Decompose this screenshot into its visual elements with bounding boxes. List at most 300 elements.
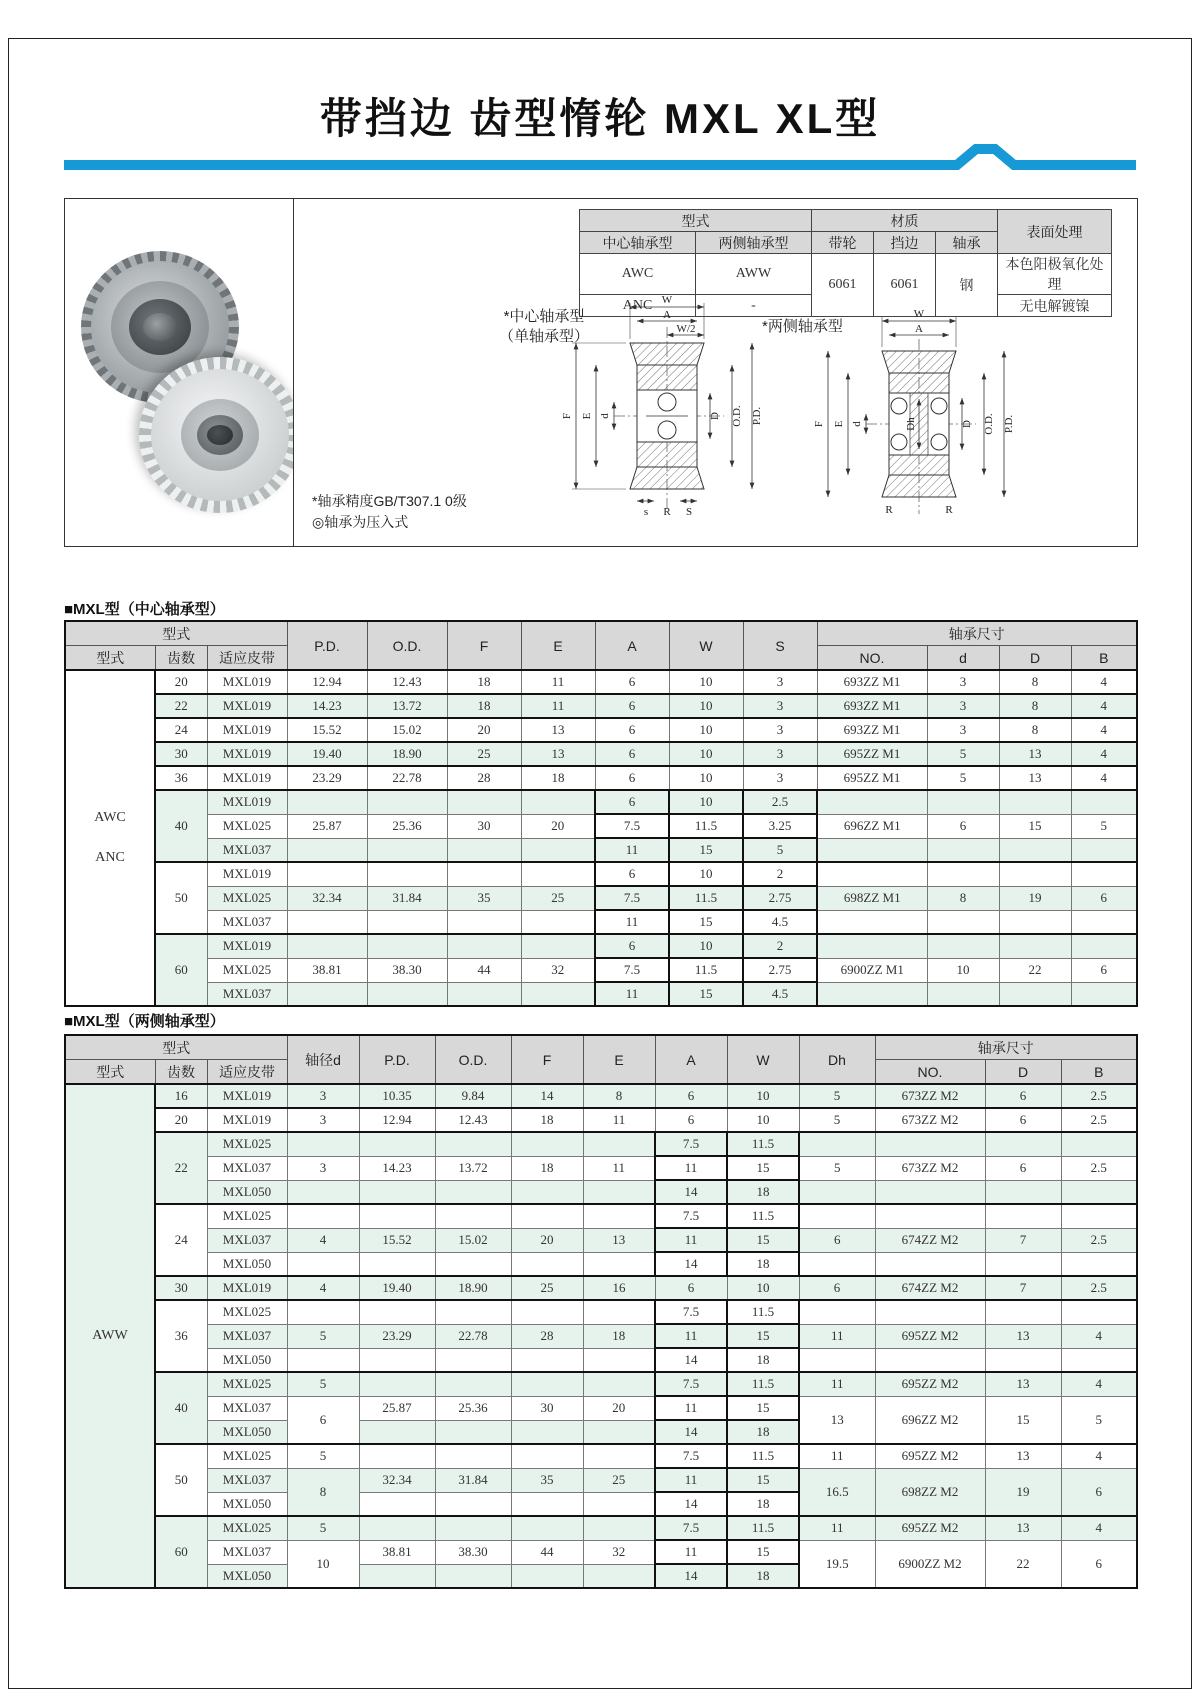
table-row bbox=[65, 838, 1137, 862]
table-cell bbox=[367, 982, 447, 1006]
model-type-cell: AWW bbox=[65, 1084, 155, 1588]
table-cell: 11 bbox=[595, 838, 669, 862]
table-cell: 3 bbox=[287, 1108, 359, 1132]
col-header-no: NO. bbox=[817, 646, 927, 671]
col-header-type-group: 型式 bbox=[65, 1035, 287, 1060]
table-cell: 3 bbox=[743, 718, 817, 742]
table-cell bbox=[583, 1444, 655, 1468]
table-cell: 23.29 bbox=[287, 766, 367, 790]
table-row bbox=[65, 1204, 1137, 1228]
table-cell: 38.81 bbox=[359, 1540, 435, 1564]
dim-r1-label: R bbox=[885, 504, 893, 516]
table-cell bbox=[287, 1204, 359, 1228]
teeth-count-cell: 60 bbox=[155, 1516, 207, 1588]
table-cell bbox=[1061, 1132, 1137, 1156]
product-photo bbox=[65, 199, 294, 546]
table-cell bbox=[359, 1444, 435, 1468]
table-cell bbox=[287, 1180, 359, 1204]
table-cell bbox=[927, 934, 999, 958]
table-cell: 6 bbox=[655, 1276, 727, 1300]
table-cell: 4.5 bbox=[743, 910, 817, 934]
table-row bbox=[65, 1300, 1137, 1324]
col-header-dh: Dh bbox=[799, 1035, 875, 1084]
teeth-count-cell: 40 bbox=[155, 1372, 207, 1444]
table-cell bbox=[367, 934, 447, 958]
table-cell: 19 bbox=[999, 886, 1071, 910]
table-cell: 5 bbox=[287, 1444, 359, 1468]
col-header-teeth: 齿数 bbox=[155, 1060, 207, 1085]
table-cell bbox=[875, 1300, 985, 1324]
table-cell: 7.5 bbox=[595, 886, 669, 910]
table-cell: 13 bbox=[985, 1372, 1061, 1396]
table-row bbox=[65, 1444, 1137, 1468]
table-cell: 8 bbox=[999, 694, 1071, 718]
table-cell bbox=[435, 1132, 511, 1156]
table-cell bbox=[435, 1348, 511, 1372]
teeth-count-cell: 50 bbox=[155, 1444, 207, 1516]
belt-code-cell: MXL025 bbox=[207, 886, 287, 910]
spec-value: AWC bbox=[580, 254, 696, 295]
table-cell: 693ZZ M1 bbox=[817, 718, 927, 742]
table-cell bbox=[799, 1348, 875, 1372]
drawing-label-center-bearing: *中心轴承型 （单轴承型） bbox=[499, 308, 590, 346]
table-cell: 16 bbox=[583, 1276, 655, 1300]
table-row bbox=[65, 718, 1137, 742]
center-bearing-table bbox=[64, 620, 1138, 1007]
table-cell bbox=[435, 1204, 511, 1228]
table-cell bbox=[799, 1204, 875, 1228]
table-cell bbox=[583, 1180, 655, 1204]
table-cell: 11 bbox=[655, 1540, 727, 1564]
table-cell: 23.29 bbox=[359, 1324, 435, 1348]
table-cell bbox=[583, 1420, 655, 1444]
table-cell: 10.35 bbox=[359, 1084, 435, 1108]
table-row bbox=[65, 1180, 1137, 1204]
table-cell: 32 bbox=[521, 958, 595, 982]
table-cell bbox=[521, 790, 595, 814]
belt-code-cell: MXL050 bbox=[207, 1420, 287, 1444]
table-row bbox=[65, 1132, 1137, 1156]
table-cell: 6 bbox=[985, 1108, 1061, 1132]
table-cell bbox=[521, 982, 595, 1006]
table-cell bbox=[359, 1132, 435, 1156]
table-cell: 4 bbox=[1061, 1444, 1137, 1468]
table-cell: 14 bbox=[511, 1084, 583, 1108]
col-header-b: B bbox=[1071, 646, 1137, 671]
accent-divider bbox=[64, 140, 1136, 172]
table-cell: 3 bbox=[927, 694, 999, 718]
table-cell bbox=[583, 1132, 655, 1156]
table-cell: 11.5 bbox=[727, 1444, 799, 1468]
table-cell bbox=[287, 838, 367, 862]
dim-w-label: W bbox=[661, 294, 673, 306]
table-cell: 673ZZ M2 bbox=[875, 1108, 985, 1132]
table-cell: 18 bbox=[583, 1324, 655, 1348]
table-cell: 5 bbox=[287, 1516, 359, 1540]
table-cell: 10 bbox=[927, 958, 999, 982]
table-cell: 2 bbox=[743, 934, 817, 958]
table-cell: 18 bbox=[727, 1348, 799, 1372]
dim-a-label: A bbox=[915, 323, 923, 335]
table-cell bbox=[521, 862, 595, 886]
teeth-count-cell: 30 bbox=[155, 742, 207, 766]
col-header-pd: P.D. bbox=[287, 621, 367, 670]
table-cell: 8 bbox=[999, 670, 1071, 694]
table-cell: 8 bbox=[287, 1468, 359, 1516]
table-cell: 674ZZ M2 bbox=[875, 1228, 985, 1252]
table-cell: 18 bbox=[727, 1420, 799, 1444]
table-cell bbox=[999, 790, 1071, 814]
table-cell bbox=[435, 1444, 511, 1468]
table-cell bbox=[511, 1492, 583, 1516]
table-cell bbox=[985, 1300, 1061, 1324]
col-header-dd: D bbox=[985, 1060, 1061, 1085]
col-header-type: 型式 bbox=[65, 1060, 155, 1085]
table-cell: 12.94 bbox=[359, 1108, 435, 1132]
table-cell bbox=[999, 838, 1071, 862]
belt-code-cell: MXL037 bbox=[207, 1468, 287, 1492]
table-cell: 19.40 bbox=[359, 1276, 435, 1300]
table-cell bbox=[447, 982, 521, 1006]
dim-e-label: E bbox=[833, 420, 845, 428]
table-cell: 15.52 bbox=[287, 718, 367, 742]
table-cell: 6 bbox=[1061, 1468, 1137, 1516]
table-cell bbox=[359, 1516, 435, 1540]
table-cell bbox=[287, 790, 367, 814]
overview-section bbox=[64, 198, 1138, 547]
table-cell bbox=[367, 838, 447, 862]
table-cell: 13 bbox=[999, 766, 1071, 790]
table-cell bbox=[287, 1132, 359, 1156]
table-cell bbox=[447, 790, 521, 814]
table-row bbox=[65, 694, 1137, 718]
table-cell: 13 bbox=[999, 742, 1071, 766]
col-header-d: d bbox=[927, 646, 999, 671]
table-cell: 18 bbox=[511, 1156, 583, 1180]
table-cell bbox=[985, 1252, 1061, 1276]
spec-header-bearing: 轴承 bbox=[936, 232, 998, 254]
dim-s-label: s bbox=[643, 506, 649, 518]
table-cell: 25.87 bbox=[359, 1396, 435, 1420]
table-cell: 28 bbox=[511, 1324, 583, 1348]
table-cell: 10 bbox=[669, 766, 743, 790]
table-cell: 693ZZ M1 bbox=[817, 694, 927, 718]
table-cell: 13 bbox=[985, 1444, 1061, 1468]
belt-code-cell: MXL025 bbox=[207, 1132, 287, 1156]
teeth-count-cell: 20 bbox=[155, 1108, 207, 1132]
table-cell: 11.5 bbox=[727, 1300, 799, 1324]
table-cell bbox=[435, 1492, 511, 1516]
table-cell: 32.34 bbox=[359, 1468, 435, 1492]
table-cell: 10 bbox=[669, 862, 743, 886]
col-header-f: F bbox=[511, 1035, 583, 1084]
teeth-count-cell: 22 bbox=[155, 694, 207, 718]
table-cell bbox=[927, 982, 999, 1006]
table-cell: 11 bbox=[521, 694, 595, 718]
table-cell: 10 bbox=[669, 790, 743, 814]
table-cell: 3.25 bbox=[743, 814, 817, 838]
table-cell bbox=[875, 1252, 985, 1276]
table-cell: 13 bbox=[583, 1228, 655, 1252]
table-cell: 7.5 bbox=[655, 1516, 727, 1540]
table-cell: 11 bbox=[595, 910, 669, 934]
belt-code-cell: MXL037 bbox=[207, 1156, 287, 1180]
table-cell: 4 bbox=[1071, 718, 1137, 742]
table-cell: 6 bbox=[287, 1396, 359, 1444]
table-cell: 4 bbox=[1061, 1324, 1137, 1348]
table-cell: 10 bbox=[727, 1084, 799, 1108]
table-cell bbox=[435, 1564, 511, 1588]
table-cell bbox=[583, 1204, 655, 1228]
table-cell: 695ZZ M2 bbox=[875, 1516, 985, 1540]
table-cell bbox=[583, 1492, 655, 1516]
belt-code-cell: MXL025 bbox=[207, 1372, 287, 1396]
table-row bbox=[65, 982, 1137, 1006]
table-cell bbox=[1071, 862, 1137, 886]
drawing-both-bearing-type bbox=[794, 309, 1044, 539]
model-type-cell: AWC ANC bbox=[65, 670, 155, 1006]
table-cell: 5 bbox=[287, 1372, 359, 1396]
table-cell: 6 bbox=[927, 814, 999, 838]
spec-header-pulley: 带轮 bbox=[812, 232, 874, 254]
teeth-count-cell: 36 bbox=[155, 1300, 207, 1372]
belt-code-cell: MXL019 bbox=[207, 694, 287, 718]
table-cell: 18 bbox=[727, 1180, 799, 1204]
table-cell: 5 bbox=[287, 1324, 359, 1348]
col-header-e: E bbox=[583, 1035, 655, 1084]
table-cell: 15 bbox=[727, 1228, 799, 1252]
spec-value: 本色阳极氧化处理 bbox=[998, 254, 1112, 295]
table-cell: 2.5 bbox=[1061, 1084, 1137, 1108]
table-cell bbox=[799, 1252, 875, 1276]
table-cell: 10 bbox=[287, 1540, 359, 1588]
table-cell bbox=[1061, 1204, 1137, 1228]
spec-value: - bbox=[696, 295, 812, 317]
dim-a-label: A bbox=[663, 309, 671, 321]
table-cell: 3 bbox=[287, 1084, 359, 1108]
table-cell: 5 bbox=[799, 1084, 875, 1108]
note-bearing-pressfit: ◎轴承为压入式 bbox=[312, 514, 409, 531]
table-cell: 18 bbox=[447, 670, 521, 694]
dim-pd-label: P.D. bbox=[751, 406, 763, 426]
table-cell: 30 bbox=[447, 814, 521, 838]
table-cell bbox=[511, 1516, 583, 1540]
table-cell: 28 bbox=[447, 766, 521, 790]
table-cell: 15 bbox=[669, 838, 743, 862]
table-cell bbox=[367, 910, 447, 934]
table-cell: 6 bbox=[595, 790, 669, 814]
belt-code-cell: MXL037 bbox=[207, 982, 287, 1006]
table-cell: 6900ZZ M2 bbox=[875, 1540, 985, 1588]
table-cell: 13 bbox=[985, 1516, 1061, 1540]
page-title: 带挡边 齿型惰轮 MXL XL型 bbox=[319, 95, 881, 142]
table-row bbox=[65, 1468, 1137, 1492]
table-cell bbox=[583, 1348, 655, 1372]
drawing-notes bbox=[312, 491, 467, 534]
belt-code-cell: MXL019 bbox=[207, 766, 287, 790]
table-cell: 15 bbox=[985, 1396, 1061, 1444]
table-cell: 25 bbox=[511, 1276, 583, 1300]
table-cell: 7.5 bbox=[655, 1372, 727, 1396]
table-cell: 14 bbox=[655, 1180, 727, 1204]
spec-value: 6061 bbox=[812, 254, 874, 317]
table-cell: 7 bbox=[985, 1228, 1061, 1252]
belt-code-cell: MXL037 bbox=[207, 910, 287, 934]
table-cell: 5 bbox=[799, 1108, 875, 1132]
table-cell: 18 bbox=[727, 1492, 799, 1516]
table-cell: 11 bbox=[595, 982, 669, 1006]
table-cell: 5 bbox=[1061, 1396, 1137, 1444]
table-cell: 10 bbox=[669, 934, 743, 958]
table-cell bbox=[1061, 1180, 1137, 1204]
belt-code-cell: MXL025 bbox=[207, 1204, 287, 1228]
table-cell bbox=[817, 934, 927, 958]
table-row bbox=[65, 670, 1137, 694]
table-cell: 11 bbox=[655, 1324, 727, 1348]
col-header-belt: 适应皮带 bbox=[207, 646, 287, 671]
table-cell bbox=[1071, 982, 1137, 1006]
belt-code-cell: MXL025 bbox=[207, 1300, 287, 1324]
table-row bbox=[65, 910, 1137, 934]
table-cell: 25.36 bbox=[435, 1396, 511, 1420]
col-header-a: A bbox=[655, 1035, 727, 1084]
table-cell: 6 bbox=[655, 1108, 727, 1132]
dim-e-label: E bbox=[581, 412, 593, 420]
dim-dh-label: Dh bbox=[905, 417, 917, 431]
dim-r2-label: R bbox=[945, 504, 953, 516]
table-cell: 6 bbox=[1071, 886, 1137, 910]
dim-f-label: F bbox=[561, 412, 573, 420]
table-cell: 673ZZ M2 bbox=[875, 1156, 985, 1180]
belt-code-cell: MXL025 bbox=[207, 814, 287, 838]
table-row bbox=[65, 766, 1137, 790]
table-cell: 2.75 bbox=[743, 958, 817, 982]
table-cell: 6 bbox=[595, 670, 669, 694]
table-cell: 19 bbox=[985, 1468, 1061, 1516]
table-cell bbox=[359, 1348, 435, 1372]
table-cell: 6 bbox=[595, 742, 669, 766]
table-cell bbox=[287, 934, 367, 958]
spec-header-surface: 表面处理 bbox=[998, 210, 1112, 254]
table-cell bbox=[511, 1564, 583, 1588]
table-cell: 18 bbox=[727, 1252, 799, 1276]
belt-code-cell: MXL050 bbox=[207, 1180, 287, 1204]
col-header-dd: D bbox=[999, 646, 1071, 671]
table-cell: 19.40 bbox=[287, 742, 367, 766]
spec-header-flange: 挡边 bbox=[874, 232, 936, 254]
table-cell: 2 bbox=[743, 862, 817, 886]
table-cell: 11 bbox=[655, 1396, 727, 1420]
table-row bbox=[65, 1348, 1137, 1372]
table-cell: 13.72 bbox=[435, 1156, 511, 1180]
table-cell: 10 bbox=[669, 670, 743, 694]
table-cell: 4 bbox=[1071, 766, 1137, 790]
table-cell: 11 bbox=[799, 1372, 875, 1396]
teeth-count-cell: 22 bbox=[155, 1132, 207, 1204]
table-cell: 20 bbox=[583, 1396, 655, 1420]
table-cell: 11 bbox=[799, 1444, 875, 1468]
belt-code-cell: MXL037 bbox=[207, 1396, 287, 1420]
table-cell bbox=[1061, 1348, 1137, 1372]
table-cell: 7.5 bbox=[595, 814, 669, 838]
table-cell: 15.02 bbox=[435, 1228, 511, 1252]
table-cell: 15 bbox=[727, 1396, 799, 1420]
table-cell: 4 bbox=[1061, 1372, 1137, 1396]
table-cell: 11.5 bbox=[727, 1132, 799, 1156]
spec-value: ANC bbox=[580, 295, 696, 317]
belt-code-cell: MXL019 bbox=[207, 934, 287, 958]
col-header-belt: 适应皮带 bbox=[207, 1060, 287, 1085]
table-cell: 22 bbox=[999, 958, 1071, 982]
table-cell: 6900ZZ M1 bbox=[817, 958, 927, 982]
table-cell: 12.94 bbox=[287, 670, 367, 694]
table-cell: 18.90 bbox=[435, 1276, 511, 1300]
table-cell bbox=[583, 1372, 655, 1396]
table-cell bbox=[447, 862, 521, 886]
table-cell: 695ZZ M2 bbox=[875, 1372, 985, 1396]
table-cell bbox=[435, 1516, 511, 1540]
table-cell: 14 bbox=[655, 1564, 727, 1588]
table-cell: 11.5 bbox=[727, 1372, 799, 1396]
table-cell: 4 bbox=[1061, 1516, 1137, 1540]
table-cell: 3 bbox=[743, 694, 817, 718]
col-header-w: W bbox=[727, 1035, 799, 1084]
table-row bbox=[65, 742, 1137, 766]
table-cell: 18 bbox=[511, 1108, 583, 1132]
table-cell bbox=[817, 862, 927, 886]
table-cell: 2.5 bbox=[1061, 1228, 1137, 1252]
spec-header-type: 型式 bbox=[580, 210, 812, 232]
table-cell: 7.5 bbox=[655, 1444, 727, 1468]
table-cell: 5 bbox=[799, 1156, 875, 1180]
table-cell: 11 bbox=[655, 1228, 727, 1252]
col-header-w: W bbox=[669, 621, 743, 670]
belt-code-cell: MXL050 bbox=[207, 1564, 287, 1588]
belt-code-cell: MXL019 bbox=[207, 1276, 287, 1300]
table-cell: 25 bbox=[583, 1468, 655, 1492]
table-cell: 14 bbox=[655, 1348, 727, 1372]
table-cell: 698ZZ M1 bbox=[817, 886, 927, 910]
table-cell: 22 bbox=[985, 1540, 1061, 1588]
table-cell: 11.5 bbox=[669, 814, 743, 838]
table-cell: 15 bbox=[727, 1324, 799, 1348]
table-cell: 20 bbox=[521, 814, 595, 838]
col-header-od: O.D. bbox=[435, 1035, 511, 1084]
table-cell bbox=[999, 982, 1071, 1006]
table-cell: 6 bbox=[1071, 958, 1137, 982]
table-cell: 25.36 bbox=[367, 814, 447, 838]
table-cell: 14 bbox=[655, 1252, 727, 1276]
table-cell: 13 bbox=[521, 742, 595, 766]
dim-r-label: R bbox=[663, 506, 671, 518]
table-cell bbox=[521, 934, 595, 958]
table-cell bbox=[511, 1420, 583, 1444]
table-cell bbox=[359, 1180, 435, 1204]
table-cell: 11.5 bbox=[669, 886, 743, 910]
table-cell bbox=[1071, 838, 1137, 862]
table-row bbox=[65, 814, 1137, 838]
table-row bbox=[65, 1372, 1137, 1396]
spec-value: 钢 bbox=[936, 254, 998, 317]
table-cell bbox=[367, 790, 447, 814]
table-cell: 2.5 bbox=[743, 790, 817, 814]
table-cell: 6 bbox=[799, 1228, 875, 1252]
table-cell: 14.23 bbox=[287, 694, 367, 718]
col-header-s: S bbox=[743, 621, 817, 670]
table-cell: 8 bbox=[927, 886, 999, 910]
table-cell: 13 bbox=[985, 1324, 1061, 1348]
dim-od-label: O.D. bbox=[731, 405, 743, 427]
